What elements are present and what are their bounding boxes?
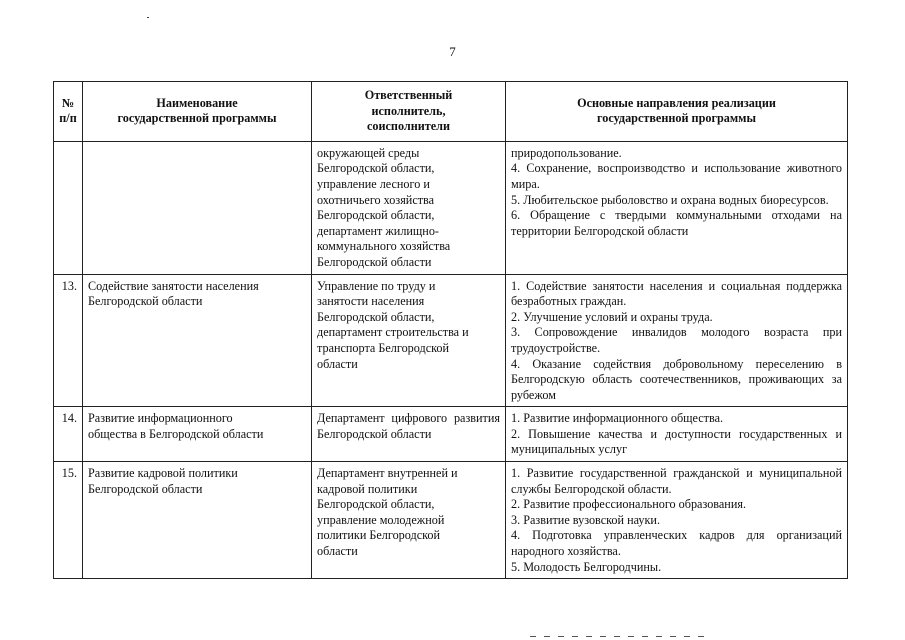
program-name-cell <box>83 141 312 274</box>
direction-item: 5. Любительское рыболовство и охрана водных биоресурсов. <box>511 192 829 207</box>
executor-cell: окружающей среды Белгородской области, управление лесного и охотничьего хозяйства Белгородской области, департамент жилищно- коммунального хозяйства Белгородской области <box>312 141 506 274</box>
header-program-name: Наименование государственной программы <box>83 82 312 142</box>
row-number: 14. <box>54 407 83 462</box>
row-number: 13. <box>54 274 83 407</box>
direction-item: 1. Содействие занятости населения и социальная поддержка безработных граждан. <box>511 278 842 309</box>
directions-cell <box>506 274 848 407</box>
table-header-row <box>54 82 848 142</box>
direction-item: 1. Развитие информационного общества. <box>511 411 724 426</box>
direction-item: 2. Развитие профессионального образования. <box>511 497 746 512</box>
direction-item: 3. Сопровождение инвалидов молодого возраста при трудоустройстве. <box>511 325 842 355</box>
scan-artifact-marks <box>530 636 710 637</box>
program-name-cell: Развитие информационного общества в Белгородской области <box>83 407 312 462</box>
programs-table <box>53 81 848 579</box>
executor-cell: Управление по труду и занятости населения Белгородской области, департамент строительства и транспорта Белгородской области <box>312 274 506 407</box>
program-name-cell: Содействие занятости населения Белгородской области <box>83 274 312 407</box>
directions-cell <box>506 141 848 274</box>
direction-item: 6. Обращение с твердыми коммунальными отходами на территории Белгородской области <box>511 208 842 238</box>
header-directions: Основные направления реализации государственной программы <box>506 82 848 142</box>
direction-item: 4. Подготовка управленческих кадров для организаций народного хозяйства. <box>511 528 842 559</box>
direction-item: 4. Оказание содействия добровольному переселению в Белгородскую область соотечественников, проживающих за рубежом <box>511 356 842 402</box>
direction-item: 1. Развитие государственной гражданской и муниципальной службы Белгородской области. <box>511 466 842 496</box>
directions-cell <box>506 462 848 579</box>
direction-item: 2. Улучшение условий и охраны труда. <box>511 309 713 324</box>
table-row <box>54 407 848 462</box>
scan-speck <box>147 17 149 18</box>
header-executor: Ответственный исполнитель, соисполнители <box>312 82 506 142</box>
executor-cell: Департамент внутренней и кадровой политики Белгородской области, управление молодежной политики Белгородской области <box>312 462 506 579</box>
row-number: 15. <box>54 462 83 579</box>
table-row <box>54 141 848 274</box>
program-name-cell: Развитие кадровой политики Белгородской области <box>83 462 312 579</box>
direction-item: 4. Сохранение, воспроизводство и использование животного мира. <box>511 161 842 191</box>
directions-cell <box>506 407 848 462</box>
table-row <box>54 462 848 579</box>
direction-item: 2. Повышение качества и доступности государственных и муниципальных услуг <box>511 426 842 457</box>
direction-item: 5. Молодость Белгородчины. <box>511 559 662 574</box>
direction-item: 3. Развитие вузовской науки. <box>511 512 660 527</box>
page-number: 7 <box>449 44 456 59</box>
table-row <box>54 274 848 407</box>
executor-cell: Департамент цифрового развития Белгородской области <box>312 407 506 462</box>
row-number <box>54 141 83 274</box>
direction-item: природопользование. <box>511 145 622 160</box>
header-number: № п/п <box>54 82 83 142</box>
